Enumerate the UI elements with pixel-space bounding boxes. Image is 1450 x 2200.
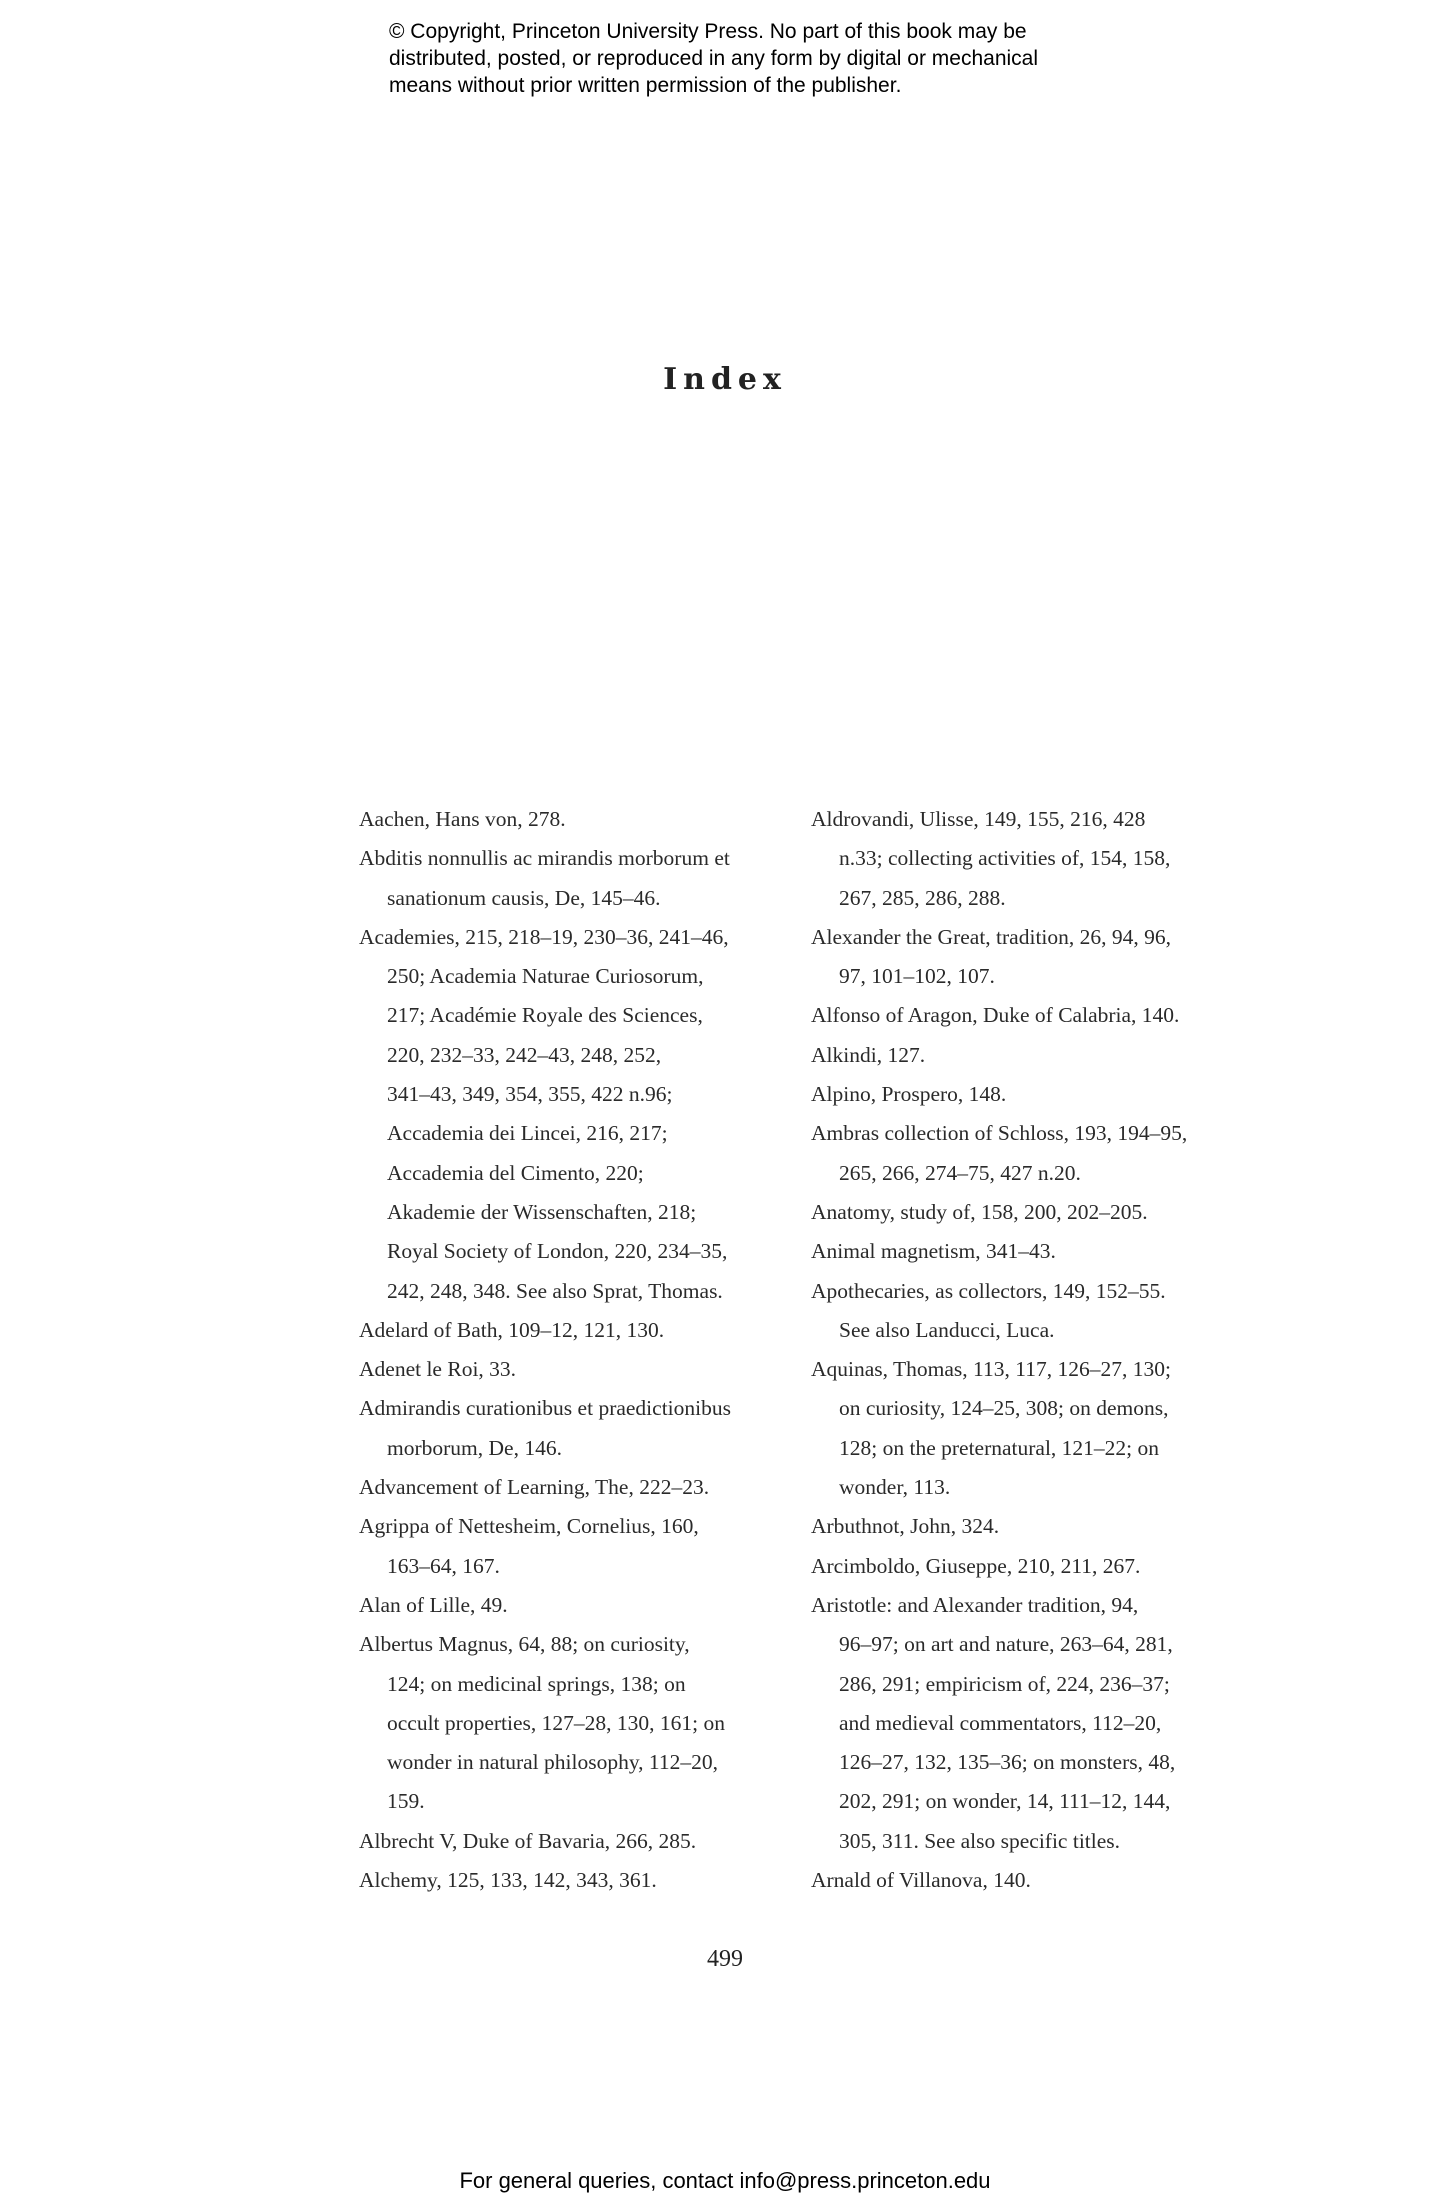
index-entry-line: Agrippa of Nettesheim, Cornelius, 160, <box>359 1514 699 1539</box>
index-entry-line: n.33; collecting activities of, 154, 158, <box>839 846 1171 871</box>
index-entry-line: 250; Academia Naturae Curiosorum, <box>387 964 704 989</box>
index-entry-line: 305, 311. See also specific titles. <box>839 1828 1121 1853</box>
index-entry <box>359 1311 789 1350</box>
index-entry-line: Akademie der Wissenschaften, 218; <box>387 1199 697 1224</box>
index-entry <box>359 839 789 918</box>
index-entry-line: 220, 232–33, 242–43, 248, 252, <box>387 1042 662 1067</box>
index-entry-line: Aldrovandi, Ulisse, 149, 155, 216, 428 <box>811 807 1146 831</box>
copyright-notice <box>389 18 1109 99</box>
page-number: 499 <box>707 1946 743 1972</box>
index-entry-line: occult properties, 127–28, 130, 161; on <box>387 1710 725 1735</box>
index-entry <box>359 1507 789 1586</box>
index-entry-line: 286, 291; empiricism of, 224, 236–37; <box>839 1671 1170 1696</box>
index-entry-line: Adenet le Roi, 33. <box>359 1357 517 1382</box>
index-entry-line: wonder in natural philosophy, 112–20, <box>387 1750 719 1775</box>
index-entry-line: Apothecaries, as collectors, 149, 152–55. <box>811 1278 1166 1303</box>
index-entry <box>359 1861 789 1900</box>
index-entry-line: Aachen, Hans von, 278. <box>359 807 566 831</box>
index-entry-line: 341–43, 349, 354, 355, 422 n.96; <box>387 1082 673 1107</box>
index-entry-line: Ambras collection of Schloss, 193, 194–95, <box>811 1121 1188 1146</box>
index-entry <box>811 996 1241 1035</box>
index-entry-line: morborum, De, 146. <box>387 1435 562 1460</box>
index-entry <box>811 1193 1241 1232</box>
footer-contact: For general queries, contact info@press.princeton.edu <box>459 2168 991 2193</box>
index-entry-line: 265, 266, 274–75, 427 n.20. <box>839 1160 1081 1185</box>
index-entry-line: 202, 291; on wonder, 14, 111–12, 144, <box>839 1789 1171 1814</box>
index-entry-line: Alfonso of Aragon, Duke of Calabria, 140. <box>811 1003 1180 1028</box>
index-entry-line: Alan of Lille, 49. <box>359 1592 508 1617</box>
index-entry-line: 159. <box>387 1789 425 1814</box>
index-entry-line: Alexander the Great, tradition, 26, 94, 96, <box>811 924 1172 949</box>
index-entry <box>811 1075 1241 1114</box>
index-entry <box>811 1586 1241 1861</box>
index-entry-line: 242, 248, 348. See also Sprat, Thomas. <box>387 1278 723 1303</box>
index-entry-line: wonder, 113. <box>839 1475 951 1500</box>
index-entry-line: Arbuthnot, John, 324. <box>811 1514 1000 1539</box>
index-entry-line: on curiosity, 124–25, 308; on demons, <box>839 1396 1169 1421</box>
index-entry-line: Accademia del Cimento, 220; <box>387 1160 644 1185</box>
index-entry-line: Advancement of Learning, The, 222–23. <box>359 1475 710 1500</box>
index-column-right <box>811 800 1241 1900</box>
index-entry-line: 124; on medicinal springs, 138; on <box>387 1671 686 1696</box>
index-entry-line: Accademia dei Lincei, 216, 217; <box>387 1121 668 1146</box>
index-entry-line: Abditis nonnullis ac mirandis morborum et <box>359 846 730 871</box>
index-entry-line: Albertus Magnus, 64, 88; on curiosity, <box>359 1632 690 1657</box>
index-entry <box>811 1547 1241 1586</box>
index-entry-line: See also Landucci, Luca. <box>839 1317 1055 1342</box>
index-entry-line: sanationum causis, De, 145–46. <box>387 885 661 910</box>
index-entry <box>359 1389 789 1468</box>
index-entry-line: 217; Académie Royale des Sciences, <box>387 1003 703 1028</box>
index-entry <box>811 1350 1241 1507</box>
index-entry-line: Aquinas, Thomas, 113, 117, 126–27, 130; <box>811 1357 1171 1382</box>
index-entry <box>811 1272 1241 1351</box>
index-entry <box>359 918 789 1311</box>
page-title: Index <box>663 362 787 397</box>
index-entry-line: 163–64, 167. <box>387 1553 500 1578</box>
index-entry-line: Arnald of Villanova, 140. <box>811 1868 1031 1893</box>
index-entry <box>811 1114 1241 1193</box>
index-entry-line: Aristotle: and Alexander tradition, 94, <box>811 1592 1139 1617</box>
index-entry-line: Royal Society of London, 220, 234–35, <box>387 1239 728 1264</box>
index-entry <box>359 1822 789 1861</box>
index-entry-line: Arcimboldo, Giuseppe, 210, 211, 267. <box>811 1553 1141 1578</box>
index-entry <box>811 1232 1241 1271</box>
index-entry <box>811 918 1241 997</box>
index-entry <box>359 1625 789 1821</box>
index-entry <box>811 1036 1241 1075</box>
index-entry-line: Animal magnetism, 341–43. <box>811 1239 1056 1264</box>
index-entry-line: Alchemy, 125, 133, 142, 343, 361. <box>359 1868 657 1893</box>
index-entry-line: 126–27, 132, 135–36; on monsters, 48, <box>839 1750 1176 1775</box>
index-entry <box>811 1507 1241 1546</box>
index-entry-line: Alkindi, 127. <box>811 1042 926 1067</box>
index-entry <box>359 1350 789 1389</box>
copyright-line: means without prior written permission of the publisher. <box>389 74 902 97</box>
index-column-left <box>359 800 789 1900</box>
index-entry-line: 128; on the preternatural, 121–22; on <box>839 1435 1160 1460</box>
index-entry-line: Albrecht V, Duke of Bavaria, 266, 285. <box>359 1828 697 1853</box>
index-entry-line: Alpino, Prospero, 148. <box>811 1082 1007 1107</box>
index-entry-line: 267, 285, 286, 288. <box>839 885 1006 910</box>
index-entry-line: Admirandis curationibus et praedictionibus <box>359 1396 731 1421</box>
index-entry <box>811 1861 1241 1900</box>
index-entry <box>359 1586 789 1625</box>
index-entry-line: Anatomy, study of, 158, 200, 202–205. <box>811 1199 1148 1224</box>
index-entry-line: 96–97; on art and nature, 263–64, 281, <box>839 1632 1173 1657</box>
index-entry <box>359 1468 789 1507</box>
index-entry-line: Adelard of Bath, 109–12, 121, 130. <box>359 1317 665 1342</box>
index-entry <box>811 800 1241 918</box>
index-entry-line: 97, 101–102, 107. <box>839 964 995 989</box>
index-entry-line: and medieval commentators, 112–20, <box>839 1710 1162 1735</box>
index-entry-line: Academies, 215, 218–19, 230–36, 241–46, <box>359 924 729 949</box>
index-entry <box>359 800 789 839</box>
copyright-line: © Copyright, Princeton University Press. No part of this book may be <box>389 20 1027 43</box>
copyright-line: distributed, posted, or reproduced in any form by digital or mechanical <box>389 47 1039 70</box>
